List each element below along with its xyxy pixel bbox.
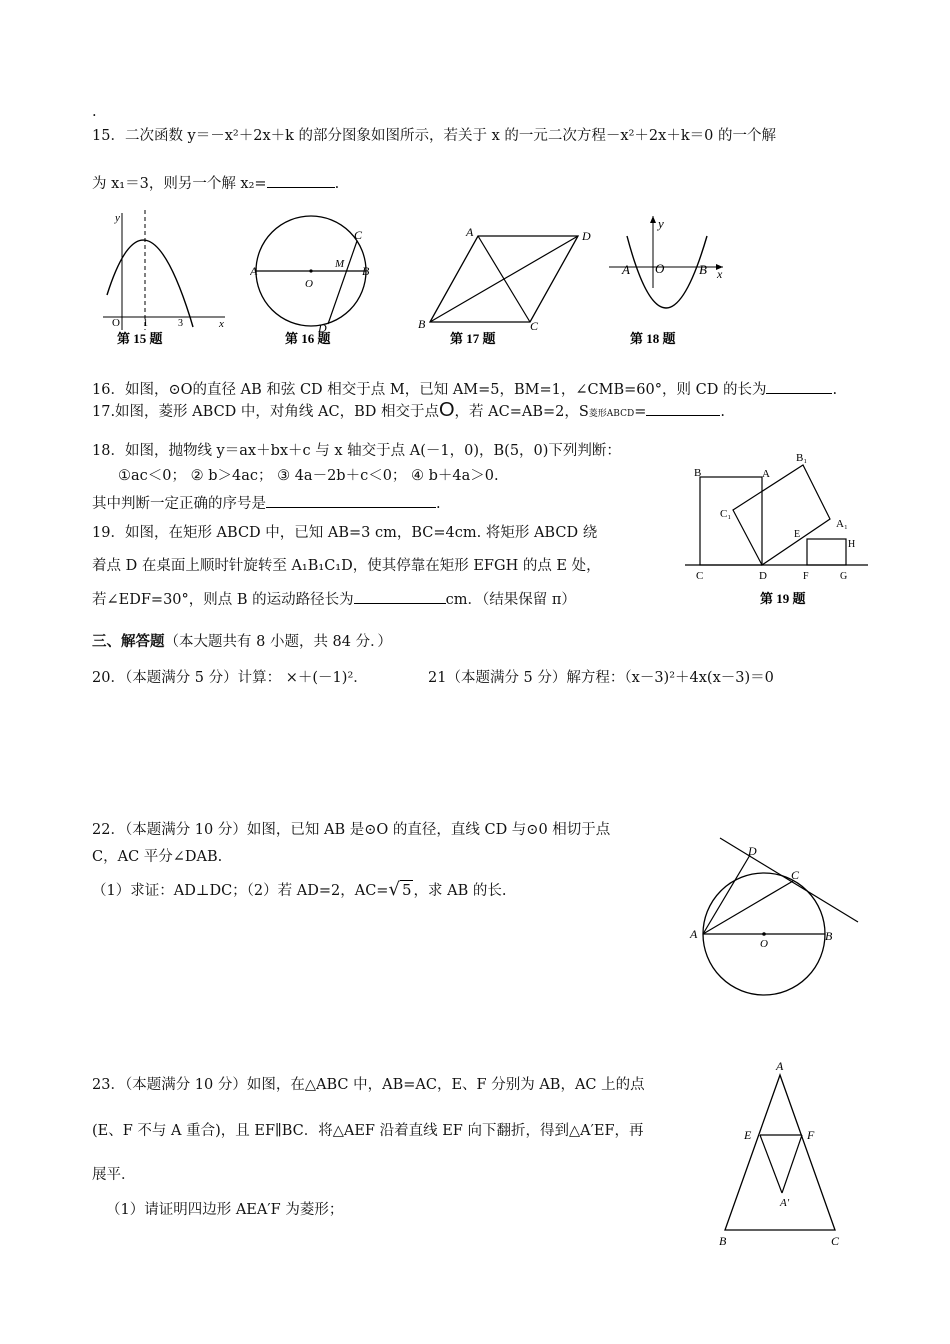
q18-end: .: [436, 496, 441, 512]
fig19-label-f: F: [803, 571, 809, 582]
q17-sub: 菱形ABCD: [588, 409, 635, 419]
fig19-label-h: H: [848, 539, 856, 550]
q18-line2: ①ac＜0； ② b＞4ac； ③ 4a－2b＋c＜0； ④ b＋4a＞0.: [118, 468, 499, 484]
fig23-label-b: B: [719, 1234, 727, 1248]
fig18-label-a: A: [622, 262, 630, 277]
q19-line2: 着点 D 在桌面上顺时针旋转至 A₁B₁C₁D，使其停靠在矩形 EFGH 的点 E 处，: [92, 558, 601, 574]
fig19-label-d: D: [759, 570, 767, 582]
fig17-caption: 第 17 题: [450, 331, 496, 346]
q19-line1: 19．如图，在矩形 ABCD 中，已知 AB=3 cm，BC=4cm. 将矩形 ABCD 绕: [92, 525, 598, 541]
figure-17: [410, 218, 595, 350]
fig22-label-b: B: [825, 929, 833, 943]
q23-line1: 23．（本题满分 10 分）如图，在△ABC 中，AB=AC，E、F 分别为 AB，AC 上的点: [92, 1077, 645, 1093]
q22-line3b: ，求 AB 的长.: [413, 883, 507, 899]
q17-text3: =: [634, 404, 647, 420]
q22-line1: 22．（本题满分 10 分）如图，已知 AB 是⊙O 的直径，直线 CD 与⊙0 相切于点: [92, 822, 611, 838]
fig15-parabola: [107, 240, 193, 327]
fig17-label-a: A: [466, 225, 474, 239]
fig19-label-c1: C₁: [720, 508, 732, 520]
fig23-segment-fa1: [782, 1135, 802, 1193]
fig16-chord-cd: [328, 241, 357, 324]
fig17-label-d: D: [582, 229, 591, 243]
fig19-label-b: B: [694, 467, 702, 479]
q17-text2: ，若 AC=AB=2，S: [454, 404, 589, 420]
fig22-center-dot: [762, 932, 766, 936]
fig19-label-a: A: [762, 468, 770, 480]
fig17-diagonal-bd: [430, 236, 578, 322]
fig19-label-b1: B₁: [796, 452, 808, 464]
q23-line3: 展平．: [92, 1167, 136, 1183]
fig19-label-e: E: [794, 529, 801, 540]
q18-answer-blank[interactable]: [266, 493, 436, 508]
q22-sqrt-value: 5: [401, 881, 412, 899]
q22-line3: [92, 880, 506, 901]
fig23-label-a: A: [776, 1059, 784, 1073]
fig18-label-x: x: [717, 267, 723, 281]
fig15-caption: 第 15 题: [117, 331, 163, 346]
section3-heading: [92, 632, 392, 652]
fig19-label-g: G: [840, 571, 848, 582]
fig15-x-label: x: [219, 318, 224, 330]
sqrt-sign: √: [388, 879, 400, 900]
fig16-center-dot: [309, 269, 312, 272]
fig23-label-c: C: [831, 1234, 840, 1248]
fig18-parabola: [627, 236, 707, 308]
fig16-label-a: A: [250, 264, 258, 278]
fig16-label-m: M: [335, 258, 345, 270]
q20-text: 20．（本题满分 5 分）计算： ×＋(－1)²．: [92, 670, 368, 686]
fig22-chord-ac: [703, 881, 793, 934]
fig22-tangent-cd: [720, 838, 858, 922]
section3-desc: （本大题共有 8 小题，共 84 分．）: [164, 634, 392, 650]
q22-line3a: （1）求证：AD⊥DC；（2）若 AD=2，AC=: [92, 883, 389, 899]
fig19-label-c: C: [696, 570, 704, 582]
fig23-segment-ea1: [760, 1135, 782, 1193]
fig23-label-a1: A′: [780, 1197, 790, 1209]
q15-line1: 15．二次函数 y＝－x²＋2x＋k 的部分图象如图所示，若关于 x 的一元二次方程－x²＋2x＋k＝0 的一个解: [92, 128, 776, 144]
fig18-label-y: y: [658, 216, 664, 231]
q15-line2: [92, 173, 339, 194]
stray-dot: .: [92, 104, 97, 120]
q17-answer-blank[interactable]: [646, 401, 720, 416]
fig22-label-d: D: [748, 844, 757, 858]
figure-16: [250, 205, 380, 350]
q21-text: 21（本题满分 5 分）解方程：（x－3)²＋4x(x－3)＝0: [428, 670, 774, 686]
figure-15: [95, 205, 235, 350]
q19-line3a: 若∠EDF=30°，则点 B 的运动路径长为: [92, 592, 354, 608]
fig19-label-a1: A₁: [836, 518, 848, 530]
q17-text1: 17.如图，菱形 ABCD 中，对角线 AC，BD 相交于点: [92, 404, 439, 420]
q16-text: 16．如图，⊙O的直径 AB 和弦 CD 相交于点 M，已知 AM=5，BM=1，∠CMB=60°，则 CD 的长为: [92, 382, 767, 398]
fig18-y-arrow: [650, 216, 656, 223]
q19-answer-blank[interactable]: [354, 589, 446, 604]
fig16-label-c: C: [354, 228, 363, 242]
fig22-label-a: A: [690, 927, 698, 941]
figure-19: [680, 445, 875, 615]
fig15-origin-label: O: [112, 317, 120, 329]
q16-answer-blank[interactable]: [766, 379, 832, 394]
fig18-caption: 第 18 题: [630, 331, 676, 346]
q23-line4: （1）请证明四边形 AEA′F 为菱形；: [106, 1202, 344, 1218]
fig19-caption: 第 19 题: [760, 591, 806, 606]
figure-22: [680, 830, 870, 1000]
q15-line2b: .: [334, 176, 340, 192]
fig19-rect-efgh: [807, 539, 846, 565]
fig16-label-o: O: [305, 278, 313, 290]
fig15-y-label: y: [115, 212, 120, 224]
q23-line2: (E、F 不与 A 重合)，且 EF∥BC．将△AEF 沿着直线 EF 向下翻折，得到△A′EF，再: [92, 1123, 644, 1139]
q18-line3: [92, 493, 441, 514]
figure-23: [705, 1055, 855, 1250]
fig16-caption: 第 16 题: [285, 331, 331, 346]
q18-line3-text: 其中判断一定正确的序号是: [92, 496, 266, 512]
fig19-rect-rotated: [733, 465, 830, 565]
q17-end: .: [720, 404, 725, 420]
fig23-label-e: E: [744, 1128, 752, 1142]
fig17-label-b: B: [418, 317, 426, 331]
q15-line2a: 为 x₁＝3，则另一个解 x₂=: [92, 176, 267, 192]
q15-answer-blank[interactable]: [267, 173, 335, 188]
fig22-label-c: C: [791, 868, 800, 882]
fig18-label-b: B: [699, 262, 707, 277]
fig15-tick-1: 1: [143, 318, 148, 329]
fig16-label-d: D: [318, 321, 327, 335]
fig16-label-b: B: [362, 264, 370, 278]
q17-line: [92, 400, 725, 424]
fig17-label-c: C: [530, 319, 539, 333]
fig22-line-ad: [703, 855, 750, 934]
q22-line2: C，AC 平分∠DAB.: [92, 849, 223, 865]
q16-end: .: [832, 382, 838, 398]
fig23-label-f: F: [807, 1128, 815, 1142]
fig19-rect-abcd: [700, 477, 762, 565]
q16-line: [92, 379, 837, 400]
fig15-tick-3: 3: [178, 318, 183, 329]
q19-line3b: cm．（结果保留 π）: [445, 592, 576, 608]
q17-point-o: O: [438, 399, 455, 421]
section3-title: 三、解答题: [92, 634, 165, 650]
fig22-label-o: O: [760, 938, 768, 950]
q19-line3: [92, 589, 576, 610]
fig18-label-o: O: [655, 261, 665, 276]
q18-line1: 18．如图，抛物线 y＝ax＋bx＋c 与 x 轴交于点 A(－1，0)，B(5，0)下列判断：: [92, 443, 621, 459]
figure-18: [605, 210, 730, 350]
